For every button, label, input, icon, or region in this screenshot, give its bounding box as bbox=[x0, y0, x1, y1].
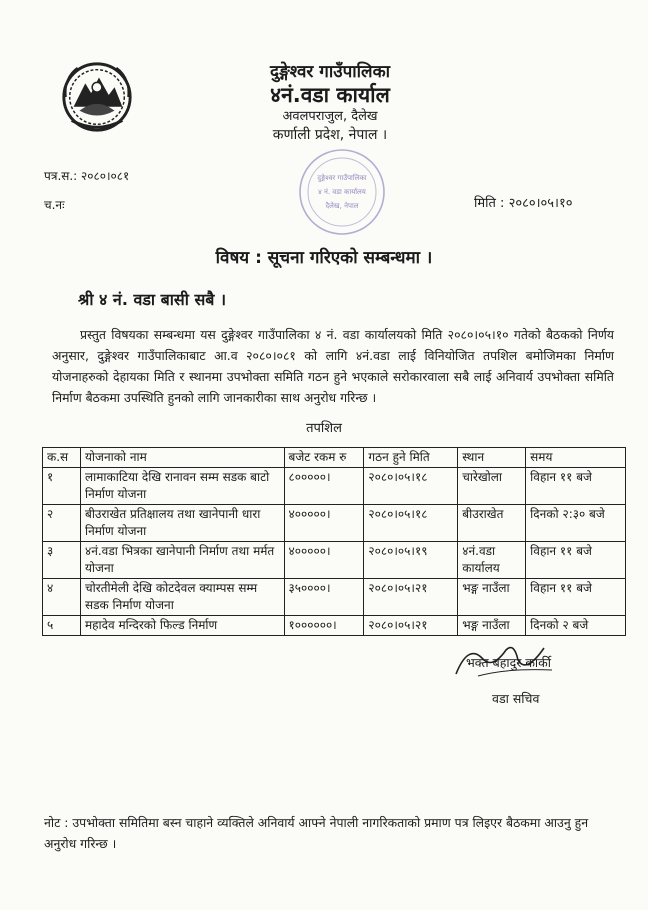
cell-time: विहान ११ बजे bbox=[526, 579, 626, 616]
cell-time: दिनको २:३० बजे bbox=[526, 505, 626, 542]
letter-body: प्रस्तुत विषयका सम्बन्धमा यस दुङ्गेश्वर गाउँपालिका ४ नं. वडा कार्यालयको मिति २०८०।०५।१० गतेको बैठकको निर्णय अनुसार, दुङ्गेश्वर गाउँपालिकाबाट आ.व २०८०।०८१ को लागि ४नं.वडा लाई विनियोजित तपशिल बमोजिमका निर्माण योजनाहरुको देहायका मिति र स्थानमा उपभोक्ता समिति गठन हुने भएकाले सरोकारवाला सबै लाई अनिवार्य उपभोक्ता समिति निर्माण बैठकमा उपस्थिति हुनको लागि जानकारीका साथ अनुरोध गरिन्छ । bbox=[52, 327, 614, 405]
cell-place: भङ्ग नाउँला bbox=[458, 616, 526, 636]
col-header-time: समय bbox=[526, 448, 626, 468]
seal-line-3: दैलेख, नेपाल bbox=[325, 202, 359, 210]
col-header-place: स्थान bbox=[458, 448, 526, 468]
cell-place: भङ्ग नाउँला bbox=[458, 579, 526, 616]
letter-number: पत्र.स.: २०८०।०८१ bbox=[44, 169, 130, 183]
municipality-name: दुङ्गेश्वर गाउँपालिका bbox=[269, 62, 391, 82]
col-header-budget: बजेट रकम रु bbox=[284, 448, 364, 468]
col-header-sn: क.स bbox=[43, 448, 81, 468]
cell-plan-name: लामाकाटिया देखि रानावन सम्म सडक बाटो निर्माण योजना bbox=[80, 468, 284, 505]
signatory-title: वडा सचिव bbox=[492, 691, 540, 706]
cell-sn: १ bbox=[43, 468, 81, 505]
cell-date: २०८०।०५।२१ bbox=[364, 579, 458, 616]
cell-sn: ४ bbox=[43, 579, 81, 616]
seal-line-2: ४ नं. वडा कार्यालय bbox=[318, 188, 366, 196]
seal-line-1: दुङ्गेश्वर गाउँपालिका bbox=[317, 174, 367, 182]
plans-table bbox=[42, 447, 626, 636]
cell-budget: ४०००००। bbox=[284, 542, 364, 579]
cell-date: २०८०।०५।१९ bbox=[364, 542, 458, 579]
cell-budget: ८०००००। bbox=[284, 468, 364, 505]
cell-sn: ३ bbox=[43, 542, 81, 579]
letter-subject: विषय : सूचना गरिएको सम्बन्धमा । bbox=[215, 248, 433, 268]
office-address: अवलपराजुल, दैलेख bbox=[282, 109, 378, 124]
col-header-plan-name: योजनाको नाम bbox=[80, 448, 284, 468]
cell-place: ४नं.वडा कार्यालय bbox=[458, 542, 526, 579]
table-row bbox=[43, 542, 626, 579]
nepal-emblem-icon bbox=[58, 58, 136, 136]
office-seal-stamp bbox=[296, 146, 388, 238]
cell-plan-name: बीउराखेत प्रतिक्षालय तथा खानेपानी धारा निर्माण योजना bbox=[80, 505, 284, 542]
cell-plan-name: चोरतीमेली देखि कोटदेवल क्याम्पस सम्म सडक निर्माण योजना bbox=[80, 579, 284, 616]
col-header-date: गठन हुने मिति bbox=[364, 448, 458, 468]
ward-office-name: ४नं.वडा कार्याल bbox=[270, 83, 390, 107]
cell-plan-name: महादेव मन्दिरको फिल्ड निर्माण bbox=[80, 616, 284, 636]
dispatch-number: च.नः bbox=[44, 198, 65, 212]
cell-budget: ४०००००। bbox=[284, 505, 364, 542]
office-header bbox=[180, 62, 480, 144]
cell-sn: ५ bbox=[43, 616, 81, 636]
cell-date: २०८०।०५।१८ bbox=[364, 505, 458, 542]
province-country: कर्णाली प्रदेश, नेपाल । bbox=[272, 127, 388, 143]
cell-date: २०८०।०५।१८ bbox=[364, 468, 458, 505]
cell-place: चारेखोला bbox=[458, 468, 526, 505]
table-row bbox=[43, 616, 626, 636]
table-header-row bbox=[43, 448, 626, 468]
cell-date: २०८०।०५।२१ bbox=[364, 616, 458, 636]
cell-plan-name: ४नं.वडा भित्रका खानेपानी निर्माण तथा मर्मत योजना bbox=[80, 542, 284, 579]
letter-date: मिति : २०८०।०५।१० bbox=[474, 196, 573, 211]
signatory-name: भक्त बहादुर कार्की bbox=[466, 655, 551, 670]
cell-place: बीउराखेत bbox=[458, 505, 526, 542]
cell-time: विहान ११ बजे bbox=[526, 542, 626, 579]
cell-budget: १००००००। bbox=[284, 616, 364, 636]
cell-time: दिनको २ बजे bbox=[526, 616, 626, 636]
cell-budget: ३५००००। bbox=[284, 579, 364, 616]
footer-note: नोट : उपभोक्ता समितिमा बस्न चाहाने व्यक्तिले अनिवार्य आफ्ने नेपाली नागरिकताको प्रमाण पत्र लिइएर बैठकमा आउनु हुन अनुरोध गरिन्छ । bbox=[44, 815, 589, 851]
letter-addressee: श्री ४ नं. वडा बासी सबै । bbox=[78, 290, 227, 309]
cell-sn: २ bbox=[43, 505, 81, 542]
cell-time: विहान ११ बजे bbox=[526, 468, 626, 505]
details-heading: तपशिल bbox=[306, 421, 342, 436]
table-row bbox=[43, 468, 626, 505]
table-row bbox=[43, 505, 626, 542]
table-row bbox=[43, 579, 626, 616]
